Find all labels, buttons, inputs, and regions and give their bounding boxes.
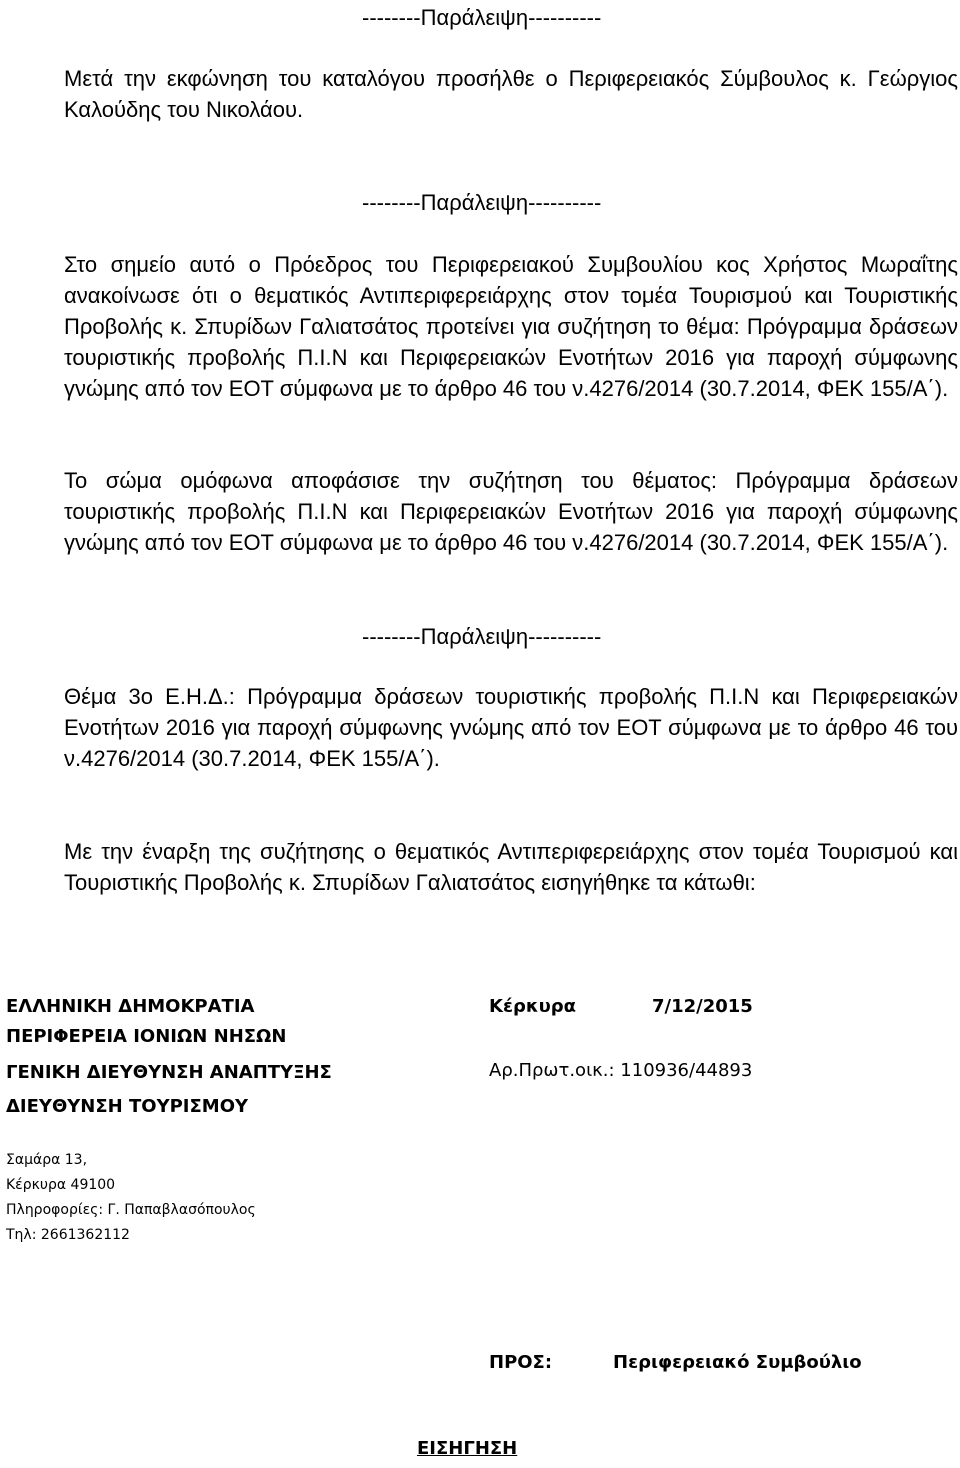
paragraph-topic: Θέμα 3ο Ε.Η.Δ.: Πρόγραμμα δράσεων τουριστικής προβολής Π.Ι.Ν και Περιφερειακών Ενοτήτων 2016 για παροχή σύμφωνης γνώμης από τον ΕΟΤ σύμφωνα με το άρθρο 46 του ν.4276/2014 (30.7.2014, ΦΕΚ 155/Α΄). bbox=[64, 684, 958, 771]
paragraph-decision: Το σώμα ομόφωνα αποφάσισε την συζήτηση του θέματος: Πρόγραμμα δράσεων τουριστικής προβολής Π.Ι.Ν και Περιφερειακών Ενοτήτων 2016 για παροχή σύμφωνης γνώμης από τον ΕΟΤ σύμφωνα με το άρθρο 46 του ν.4276/2014 (30.7.2014, ΦΕΚ 155/Α΄). bbox=[64, 468, 958, 555]
document-place: Κέρκυρα bbox=[489, 996, 577, 1017]
protocol-label: Αρ.Πρωτ.οικ.: bbox=[489, 1060, 615, 1081]
address-city: Κέρκυρα 49100 bbox=[6, 1177, 116, 1193]
paragraph-announcement: Στο σημείο αυτό ο Πρόεδρος του Περιφερειακού Συμβουλίου κος Χρήστος Μωραΐτης ανακοίνωσε ότι ο θεματικός Αντιπεριφερειάρχης στον τομέα Τουρισμού και Τουριστικής Προβολής κ. Σπυρίδων Γαλιατσάτος προτείνει για συζήτηση το θέμα: Πρόγραμμα δράσεων τουριστικής προβολής Π.Ι.Ν και Περιφερειακών Ενοτήτων 2016 για παροχή σύμφωνης γνώμης από τον ΕΟΤ σύμφωνα με το άρθρο 46 του ν.4276/2014 (30.7.2014, ΦΕΚ 155/Α΄). bbox=[64, 252, 958, 401]
document-date: 7/12/2015 bbox=[652, 996, 753, 1017]
omission-marker: --------Παράλειψη---------- bbox=[362, 5, 602, 30]
omission-marker: --------Παράλειψη---------- bbox=[362, 190, 602, 215]
paragraph-attendance: Μετά την εκφώνηση του καταλόγου προσήλθε ο Περιφερειακός Σύμβουλος κ. Γεώργιος Καλούδης του Νικολάου. bbox=[64, 66, 958, 122]
letterhead-general-directorate: ΓΕΝΙΚΗ ΔΙΕΥΘΥΝΣΗ ΑΝΑΠΤΥΞΗΣ bbox=[6, 1062, 332, 1083]
recipient-value: Περιφερειακό Συμβούλιο bbox=[613, 1352, 862, 1373]
letterhead-directorate: ΔΙΕΥΘΥΝΣΗ ΤΟΥΡΙΣΜΟΥ bbox=[6, 1096, 249, 1117]
letterhead-country: ΕΛΛΗΝΙΚΗ ΔΗΜΟΚΡΑΤΙΑ bbox=[6, 996, 255, 1017]
address-info: Πληροφορίες: Γ. Παπαβλασόπουλος bbox=[6, 1202, 256, 1218]
paragraph-introduction: Με την έναρξη της συζήτησης ο θεματικός Αντιπεριφερειάρχης στον τομέα Τουρισμού και Τουριστικής Προβολής κ. Σπυρίδων Γαλιατσάτος εισηγήθηκε τα κάτωθι: bbox=[64, 839, 958, 895]
protocol-value: 110936/44893 bbox=[620, 1060, 753, 1081]
letterhead-region: ΠΕΡΙΦΕΡΕΙΑ ΙΟΝΙΩΝ ΝΗΣΩΝ bbox=[6, 1026, 287, 1047]
omission-marker: --------Παράλειψη---------- bbox=[362, 624, 602, 649]
recipient-label: ΠΡΟΣ: bbox=[489, 1352, 553, 1373]
address-phone: Τηλ: 2661362112 bbox=[6, 1227, 130, 1243]
protocol-number bbox=[489, 1059, 752, 1083]
report-title: ΕΙΣΗΓΗΣΗ bbox=[417, 1438, 518, 1459]
address-street: Σαμάρα 13, bbox=[6, 1152, 88, 1168]
